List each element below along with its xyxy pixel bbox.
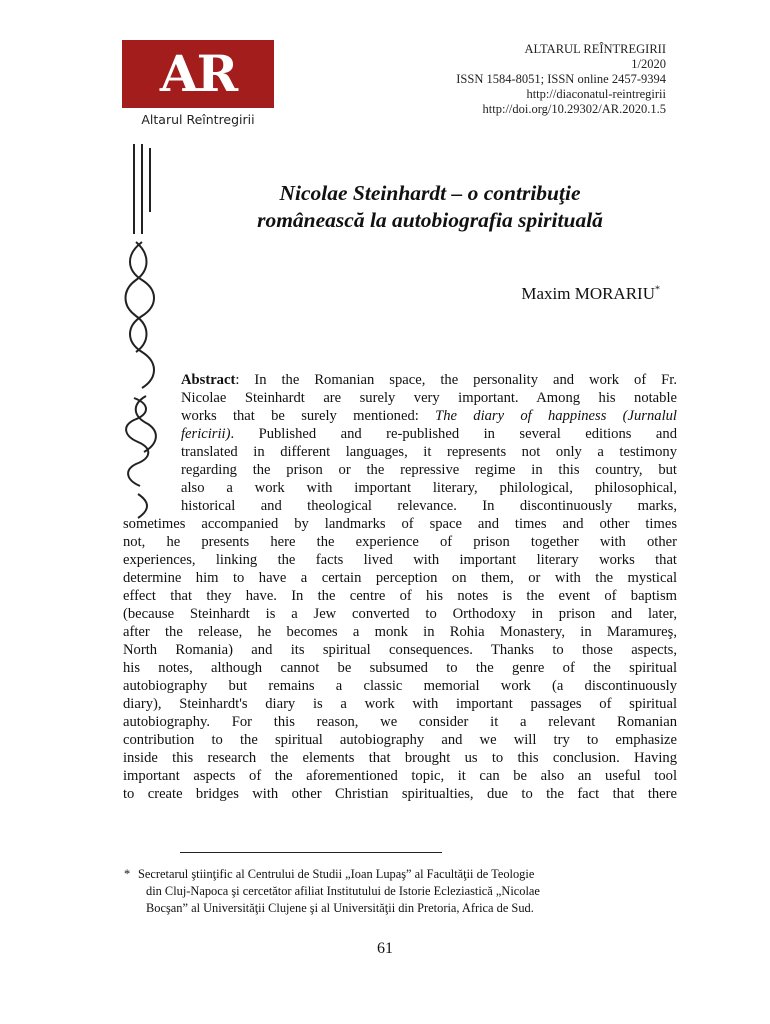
abstract-text: : In the Romanian space, the personality and work of Fr.: [235, 372, 677, 388]
abstract-line: North Romania) and its spiritual consequences. Thanks to those aspects,: [123, 642, 677, 658]
abstract-line: [181, 407, 677, 425]
abstract-line: determine him to have a certain perception on them, or with the mystical: [123, 570, 677, 586]
abstract-line: important aspects of the aforementioned topic, it can be also an useful tool: [123, 768, 677, 784]
abstract-line: historical and theological relevance. In discontinuously marks,: [181, 498, 677, 514]
logo-tagline: Altarul Reîntregirii: [141, 112, 255, 127]
journal-info: [456, 42, 666, 117]
page-number: 61: [377, 940, 393, 957]
article-title: [180, 180, 680, 234]
abstract-text: . Published and re-published in several editions and: [230, 426, 677, 442]
title-line: Nicolae Steinhardt – o contribuţie: [279, 181, 581, 205]
abstract-line: [181, 425, 677, 443]
footnote-line: Secretarul ştiinţific al Centrului de Studii „Ioan Lupaş” al Facultăţii de Teologie: [138, 867, 535, 881]
abstract-line: to create bridges with other Christian spiritualties, due to the fact that there: [123, 786, 677, 802]
footnote-rule: [180, 852, 442, 853]
abstract-line: diary), Steinhardt's diary is a work with important passages of spiritual: [123, 696, 677, 712]
abstract-line: autobiography. For this reason, we consider it a relevant Romanian: [123, 714, 677, 730]
abstract-line: [181, 371, 677, 389]
abstract-line: effect that they have. In the centre of his notes is the event of baptism: [123, 588, 677, 604]
abstract-line: his notes, although cannot be subsumed to the genre of the spiritual: [123, 660, 677, 676]
decorative-ornament: [120, 142, 168, 524]
abstract-line: after the release, he becomes a monk in Rohia Monastery, in Maramureş,: [123, 624, 677, 640]
book-title: The diary of happiness (Jurnalul: [435, 408, 677, 424]
logo-text: AR: [159, 44, 237, 103]
abstract-label: Abstract: [181, 372, 236, 388]
journal-name: ALTARUL REÎNTREGIRII: [524, 42, 666, 56]
logo-box: [122, 40, 274, 108]
journal-logo: [122, 40, 274, 132]
abstract-text: works that be surely mentioned:: [181, 408, 436, 424]
footnote-line: Bocşan” al Universităţii Clujene şi al Universităţii din Pretoria, Africa de Sud.: [146, 901, 534, 915]
abstract-line: Nicolae Steinhardt are surely very important. Among his notable: [181, 390, 677, 406]
footnote-line: din Cluj-Napoca şi cercetător afiliat Institutului de Istorie Ecleziastică „Nicolae: [146, 884, 540, 898]
abstract-line: experiences, linking the facts lived with important literary works that: [123, 552, 677, 568]
abstract-line: translated in different languages, it represents not only a testimony: [181, 444, 677, 460]
title-line: românească la autobiografia spirituală: [257, 208, 603, 232]
author-text: Maxim MORARIU: [521, 284, 655, 303]
abstract-line: contribution to the spiritual autobiography and we will try to emphasize: [123, 732, 677, 748]
abstract-line: not, he presents here the experience of prison together with other: [123, 534, 677, 550]
book-title: fericirii): [181, 426, 231, 442]
author-name: [521, 284, 660, 304]
abstract-line: also a work with important literary, philological, philosophical,: [181, 480, 677, 496]
abstract-line: autobiography but remains a classic memorial work (a discontinuously: [123, 678, 677, 694]
journal-issue: 1/2020: [631, 57, 666, 71]
abstract-line: (because Steinhardt is a Jew converted to Orthodoxy in prison and later,: [123, 606, 677, 622]
footnote-mark: *: [124, 867, 131, 881]
journal-url[interactable]: http://diaconatul-reintregirii: [526, 87, 666, 101]
author-footnote-mark[interactable]: *: [655, 284, 660, 296]
abstract-line: regarding the prison or the repressive regime in this country, but: [181, 462, 677, 478]
journal-issn: ISSN 1584-8051; ISSN online 2457-9394: [456, 72, 666, 86]
journal-doi[interactable]: http://doi.org/10.29302/AR.2020.1.5: [482, 102, 666, 116]
abstract-line: inside this research the elements that brought us to this conclusion. Having: [123, 750, 677, 766]
abstract-line: sometimes accompanied by landmarks of space and times and other times: [123, 516, 677, 532]
